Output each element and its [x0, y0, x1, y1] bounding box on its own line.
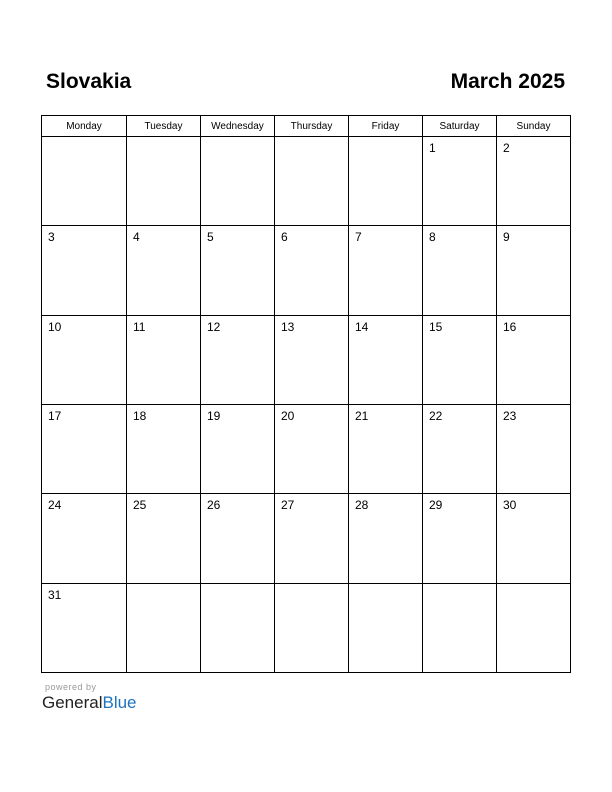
day-cell	[201, 404, 275, 493]
day-cell	[127, 226, 201, 315]
day-number	[423, 584, 496, 588]
weekday-monday: Monday	[42, 116, 127, 137]
day-number	[349, 137, 422, 141]
day-number: 27	[281, 498, 295, 513]
day-number: 23	[503, 408, 517, 423]
day-number	[349, 584, 422, 588]
day-cell	[423, 494, 497, 583]
day-cell	[42, 226, 127, 315]
day-cell	[275, 494, 349, 583]
day-cell	[349, 494, 423, 583]
day-number: 3	[48, 230, 55, 245]
day-cell	[497, 137, 571, 226]
day-cell	[127, 315, 201, 404]
day-number: 16	[503, 319, 517, 334]
day-number: 13	[281, 319, 295, 334]
weekday-thursday: Thursday	[275, 116, 349, 137]
day-cell	[127, 583, 201, 672]
day-number: 30	[503, 498, 517, 513]
day-number	[127, 584, 200, 588]
week-row	[42, 494, 571, 583]
month-year-title: March 2025	[450, 70, 565, 93]
weekday-saturday: Saturday	[423, 116, 497, 137]
day-cell	[42, 583, 127, 672]
day-cell	[42, 494, 127, 583]
day-cell	[42, 137, 127, 226]
day-cell	[423, 315, 497, 404]
day-number: 2	[503, 141, 510, 155]
day-number: 14	[355, 319, 369, 334]
day-cell	[349, 583, 423, 672]
day-cell	[275, 137, 349, 226]
week-row	[42, 583, 571, 672]
day-cell	[349, 404, 423, 493]
day-cell	[127, 494, 201, 583]
day-cell	[275, 583, 349, 672]
day-number: 10	[48, 319, 62, 334]
day-number: 6	[281, 230, 288, 245]
brand-general: General	[42, 693, 103, 712]
week-row	[42, 404, 571, 493]
day-number: 21	[355, 408, 369, 423]
day-number: 8	[429, 230, 436, 245]
day-number: 29	[429, 498, 443, 513]
day-cell	[275, 226, 349, 315]
day-number: 20	[281, 408, 295, 423]
week-row	[42, 226, 571, 315]
brand-blue: Blue	[102, 693, 137, 712]
day-number	[275, 584, 348, 588]
day-number: 1	[429, 141, 436, 155]
day-cell	[497, 494, 571, 583]
day-number: 25	[133, 498, 147, 513]
day-number: 5	[207, 230, 214, 245]
day-number: 31	[48, 587, 62, 602]
day-number: 12	[207, 319, 221, 334]
day-cell	[423, 404, 497, 493]
day-number: 22	[429, 408, 443, 423]
day-number	[201, 584, 274, 588]
day-cell	[201, 226, 275, 315]
day-number: 4	[133, 230, 140, 245]
day-cell	[423, 137, 497, 226]
day-cell	[497, 583, 571, 672]
day-number	[127, 137, 200, 141]
day-cell	[423, 583, 497, 672]
day-number: 18	[133, 408, 147, 423]
day-number: 19	[207, 408, 221, 423]
day-number	[201, 137, 274, 141]
day-cell	[497, 226, 571, 315]
day-number: 9	[503, 230, 510, 245]
day-number: 24	[48, 498, 62, 513]
day-number: 15	[429, 319, 443, 334]
day-cell	[201, 494, 275, 583]
day-cell	[497, 315, 571, 404]
day-number: 28	[355, 498, 369, 513]
country-title: Slovakia	[46, 70, 132, 93]
day-cell	[275, 315, 349, 404]
weekday-header-row	[42, 116, 571, 137]
day-cell	[349, 137, 423, 226]
day-cell	[349, 315, 423, 404]
weekday-wednesday: Wednesday	[201, 116, 275, 137]
day-cell	[127, 137, 201, 226]
day-number: 17	[48, 408, 62, 423]
day-cell	[127, 404, 201, 493]
week-row	[42, 137, 571, 226]
day-number	[497, 584, 570, 588]
day-cell	[349, 226, 423, 315]
day-number	[42, 137, 126, 141]
powered-by-label: powered by	[45, 682, 97, 692]
day-cell	[275, 404, 349, 493]
day-cell	[201, 583, 275, 672]
generalblue-logo	[42, 693, 137, 713]
day-number	[275, 137, 348, 141]
week-row	[42, 315, 571, 404]
weekday-tuesday: Tuesday	[127, 116, 201, 137]
day-number: 7	[355, 230, 362, 245]
day-cell	[42, 315, 127, 404]
day-cell	[201, 315, 275, 404]
day-number: 11	[133, 319, 146, 334]
day-cell	[42, 404, 127, 493]
weekday-sunday: Sunday	[497, 116, 571, 137]
day-cell	[497, 404, 571, 493]
weekday-friday: Friday	[349, 116, 423, 137]
day-cell	[201, 137, 275, 226]
day-number: 26	[207, 498, 221, 513]
day-cell	[423, 226, 497, 315]
calendar-grid	[41, 115, 571, 673]
